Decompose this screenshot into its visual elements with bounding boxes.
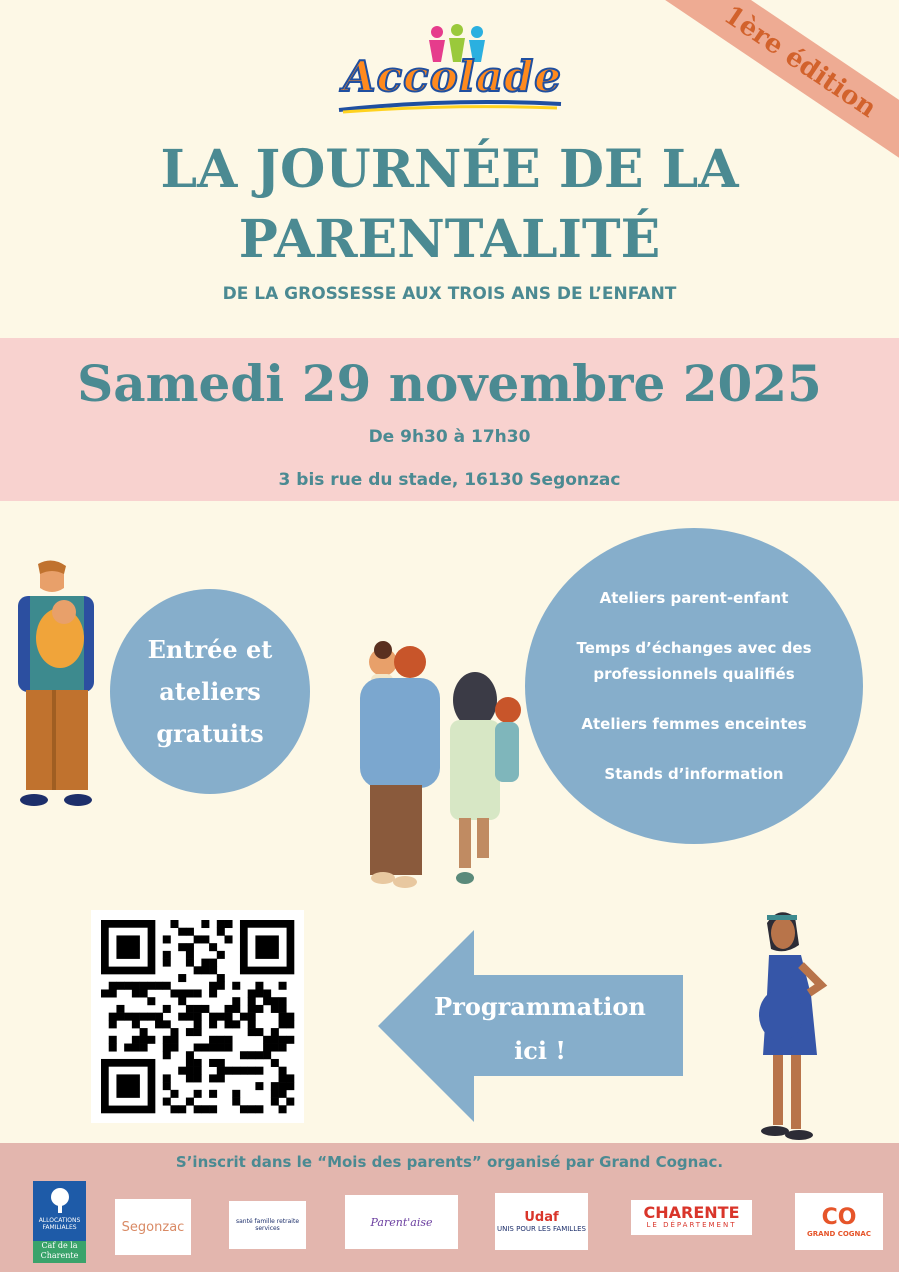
event-info-band: [0, 338, 899, 501]
sfr-text: santé famille retraite services: [235, 1218, 300, 1232]
event-date: Samedi 29 novembre 2025: [77, 354, 822, 413]
activity-item: Ateliers parent-enfant: [599, 589, 789, 607]
segonzac-text: Segonzac: [121, 1219, 185, 1235]
page-subtitle: DE LA GROSSESSE AUX TROIS ANS DE L’ENFANT: [222, 284, 677, 304]
logo-text: Accolade: [343, 52, 563, 101]
activity-item: Stands d’information: [604, 765, 784, 783]
programme-qr-code[interactable]: [91, 910, 304, 1123]
tree-icon: [45, 1187, 75, 1215]
free-line2: ateliers: [159, 676, 261, 706]
father-baby-illustration: [12, 560, 102, 810]
free-entry-circle: [110, 589, 310, 794]
caf-bottom-text: Caf de la Charente: [33, 1241, 86, 1263]
accolade-logo: [335, 24, 565, 116]
cta-line1: Programmation: [434, 992, 646, 1021]
programme-cta[interactable]: [410, 985, 670, 1073]
sfr-logo: [229, 1201, 306, 1249]
udaf-logo: [495, 1193, 588, 1250]
gc-sub: GRAND COGNAC: [807, 1229, 871, 1238]
charente-text: CHARENTE: [643, 1203, 740, 1222]
logo-swoosh: [335, 96, 565, 114]
free-line1: Entrée et: [147, 634, 273, 664]
cta-line2: ici !: [514, 1036, 566, 1065]
charente-sub: LE DÉPARTEMENT: [646, 1221, 737, 1229]
charente-logo: [631, 1200, 752, 1235]
qr-code-pattern: [91, 910, 304, 1123]
udaf-name: Udaf: [524, 1210, 559, 1225]
udaf-sub: UNIS POUR LES FAMILLES: [497, 1225, 586, 1233]
footer-band: [0, 1143, 899, 1272]
caf-top-text: ALLOCATIONS FAMILIALES: [38, 1217, 81, 1231]
free-line3: gratuits: [156, 718, 264, 748]
event-hours: De 9h30 à 17h30: [368, 427, 531, 447]
parentaise-logo: [345, 1195, 458, 1249]
parentaise-text: Parent'aise: [370, 1215, 433, 1229]
page-title-line1: LA JOURNÉE DE LA: [160, 139, 739, 200]
footer-text: S’inscrit dans le “Mois des parents” organisé par Grand Cognac.: [175, 1153, 724, 1171]
event-address: 3 bis rue du stade, 16130 Segonzac: [278, 470, 621, 490]
pregnant-woman-illustration: [745, 905, 835, 1143]
page-title-line2: PARENTALITÉ: [238, 209, 661, 270]
grand-cognac-logo: [795, 1193, 883, 1250]
gc-logo-text: CO: [821, 1204, 857, 1230]
segonzac-logo: [115, 1199, 191, 1255]
caf-logo: [33, 1181, 86, 1263]
activity-item: Temps d’échanges avec des professionnels qualifiés: [576, 639, 812, 683]
activities-circle: [525, 528, 863, 844]
edition-label: 1ère édition: [718, 0, 882, 124]
family-illustration: [355, 640, 525, 890]
activity-item: Ateliers femmes enceintes: [581, 715, 807, 733]
